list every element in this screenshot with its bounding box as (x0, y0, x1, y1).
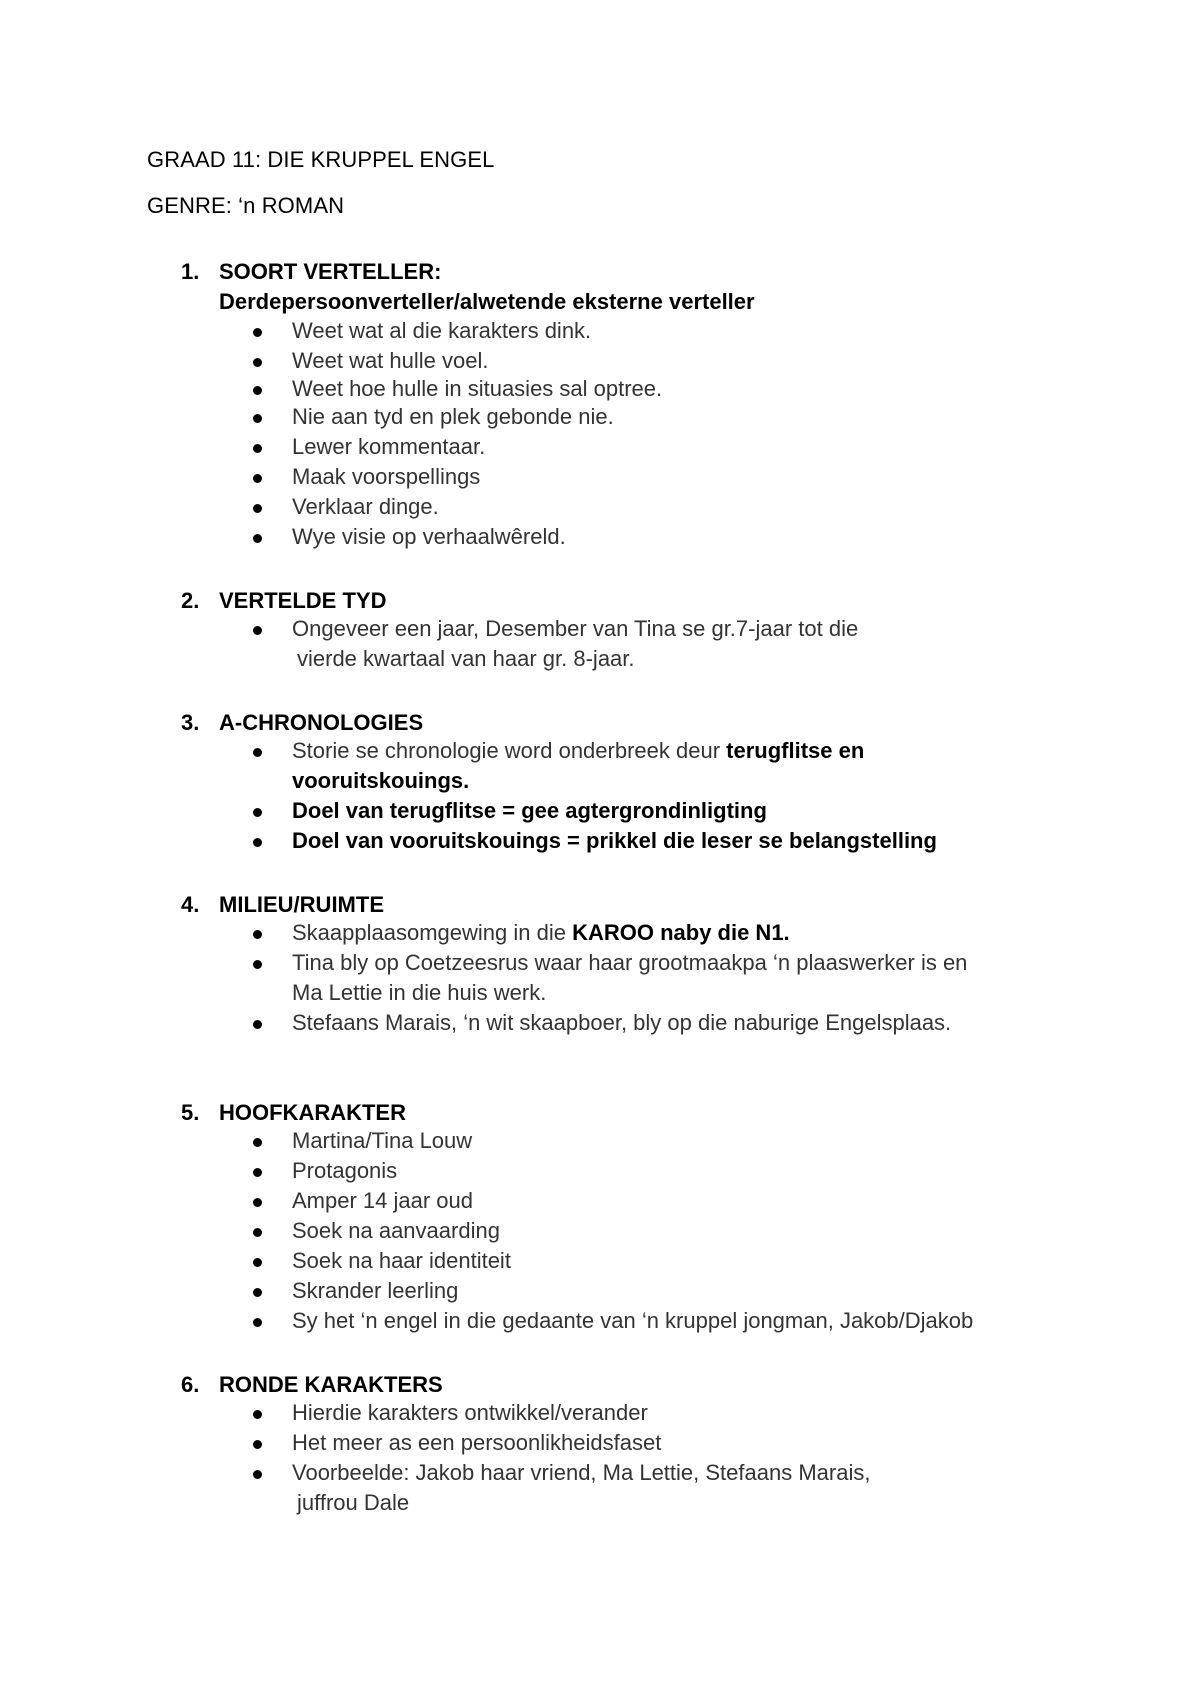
list-item: Voorbeelde: Jakob haar vriend, Ma Lettie, Stefaans Marais, (292, 1460, 871, 1485)
list-item (292, 920, 790, 946)
bullet-icon (253, 1258, 262, 1267)
section-title: A-CHRONOLOGIES (219, 710, 424, 735)
bullet-icon (253, 808, 262, 817)
list-item: Doel van vooruitskouings = prikkel die leser se belangstelling (292, 828, 937, 853)
bullet-icon (253, 1168, 262, 1177)
list-item: Ongeveer een jaar, Desember van Tina se gr.7-jaar tot die (292, 616, 859, 641)
list-item: Protagonis (292, 1158, 398, 1183)
list-item: Skrander leerling (292, 1278, 459, 1303)
bullet-icon (253, 1138, 262, 1147)
list-item: Lewer kommentaar. (292, 434, 486, 459)
bullet-icon (253, 386, 262, 395)
list-item: Maak voorspellings (292, 464, 481, 489)
section-title: VERTELDE TYD (219, 588, 387, 613)
list-item: Weet wat al die karakters dink. (292, 318, 592, 343)
section-number: 4. (181, 892, 200, 917)
list-item-emphasis: KAROO naby die N1. (572, 920, 790, 945)
list-item-text: Skaapplaasomgewing in die (292, 920, 573, 945)
bullet-icon (253, 1470, 262, 1479)
bullet-icon (253, 1440, 262, 1449)
list-item-continuation: vierde kwartaal van haar gr. 8-jaar. (297, 646, 635, 671)
list-item: Doel van terugflitse = gee agtergrondinligting (292, 798, 767, 823)
section-subtitle: Derdepersoonverteller/alwetende eksterne verteller (219, 289, 755, 314)
list-item-continuation: Ma Lettie in die huis werk. (292, 980, 547, 1005)
list-item-continuation: vooruitskouings. (292, 768, 470, 793)
bullet-icon (253, 414, 262, 423)
section-title: HOOFKARAKTER (219, 1100, 406, 1125)
list-item: Nie aan tyd en plek gebonde nie. (292, 404, 614, 429)
bullet-icon (253, 328, 262, 337)
list-item-text: Storie se chronologie word onderbreek deur (292, 738, 727, 763)
list-item: Amper 14 jaar oud (292, 1188, 473, 1213)
bullet-icon (253, 504, 262, 513)
list-item: Soek na aanvaarding (292, 1218, 500, 1243)
list-item: Hierdie karakters ontwikkel/verander (292, 1400, 648, 1425)
section-title: MILIEU/RUIMTE (219, 892, 384, 917)
list-item: Weet hoe hulle in situasies sal optree. (292, 376, 663, 401)
bullet-icon (253, 1020, 262, 1029)
section-number: 5. (181, 1100, 200, 1125)
bullet-icon (253, 1228, 262, 1237)
list-item: Tina bly op Coetzeesrus waar haar grootmaakpa ‘n plaaswerker is en (292, 950, 968, 975)
section-number: 6. (181, 1372, 200, 1397)
list-item: Sy het ‘n engel in die gedaante van ‘n kruppel jongman, Jakob/Djakob (292, 1308, 974, 1333)
list-item: Weet wat hulle voel. (292, 348, 489, 373)
bullet-icon (253, 1410, 262, 1419)
list-item-emphasis: terugflitse en (726, 738, 865, 763)
bullet-icon (253, 838, 262, 847)
bullet-icon (253, 960, 262, 969)
list-item-continuation: juffrou Dale (297, 1490, 410, 1515)
list-item: Verklaar dinge. (292, 494, 439, 519)
list-item: Stefaans Marais, ‘n wit skaapboer, bly op die naburige Engelsplaas. (292, 1010, 952, 1035)
list-item: Wye visie op verhaalwêreld. (292, 524, 566, 549)
section-title: SOORT VERTELLER: (219, 259, 442, 284)
bullet-icon (253, 358, 262, 367)
list-item: Soek na haar identiteit (292, 1248, 511, 1273)
list-item: Martina/Tina Louw (292, 1128, 473, 1153)
section-title: RONDE KARAKTERS (219, 1372, 443, 1397)
section-number: 1. (181, 259, 200, 284)
genre-line: GENRE: ‘n ROMAN (147, 193, 345, 218)
section-number: 3. (181, 710, 200, 735)
bullet-icon (253, 626, 262, 635)
bullet-icon (253, 930, 262, 939)
bullet-icon (253, 1198, 262, 1207)
document-title: GRAAD 11: DIE KRUPPEL ENGEL (147, 147, 495, 172)
bullet-icon (253, 444, 262, 453)
section-number: 2. (181, 588, 200, 613)
bullet-icon (253, 534, 262, 543)
bullet-icon (253, 1288, 262, 1297)
bullet-icon (253, 748, 262, 757)
list-item (292, 738, 864, 764)
bullet-icon (253, 474, 262, 483)
bullet-icon (253, 1318, 262, 1327)
list-item: Het meer as een persoonlikheidsfaset (292, 1430, 662, 1455)
